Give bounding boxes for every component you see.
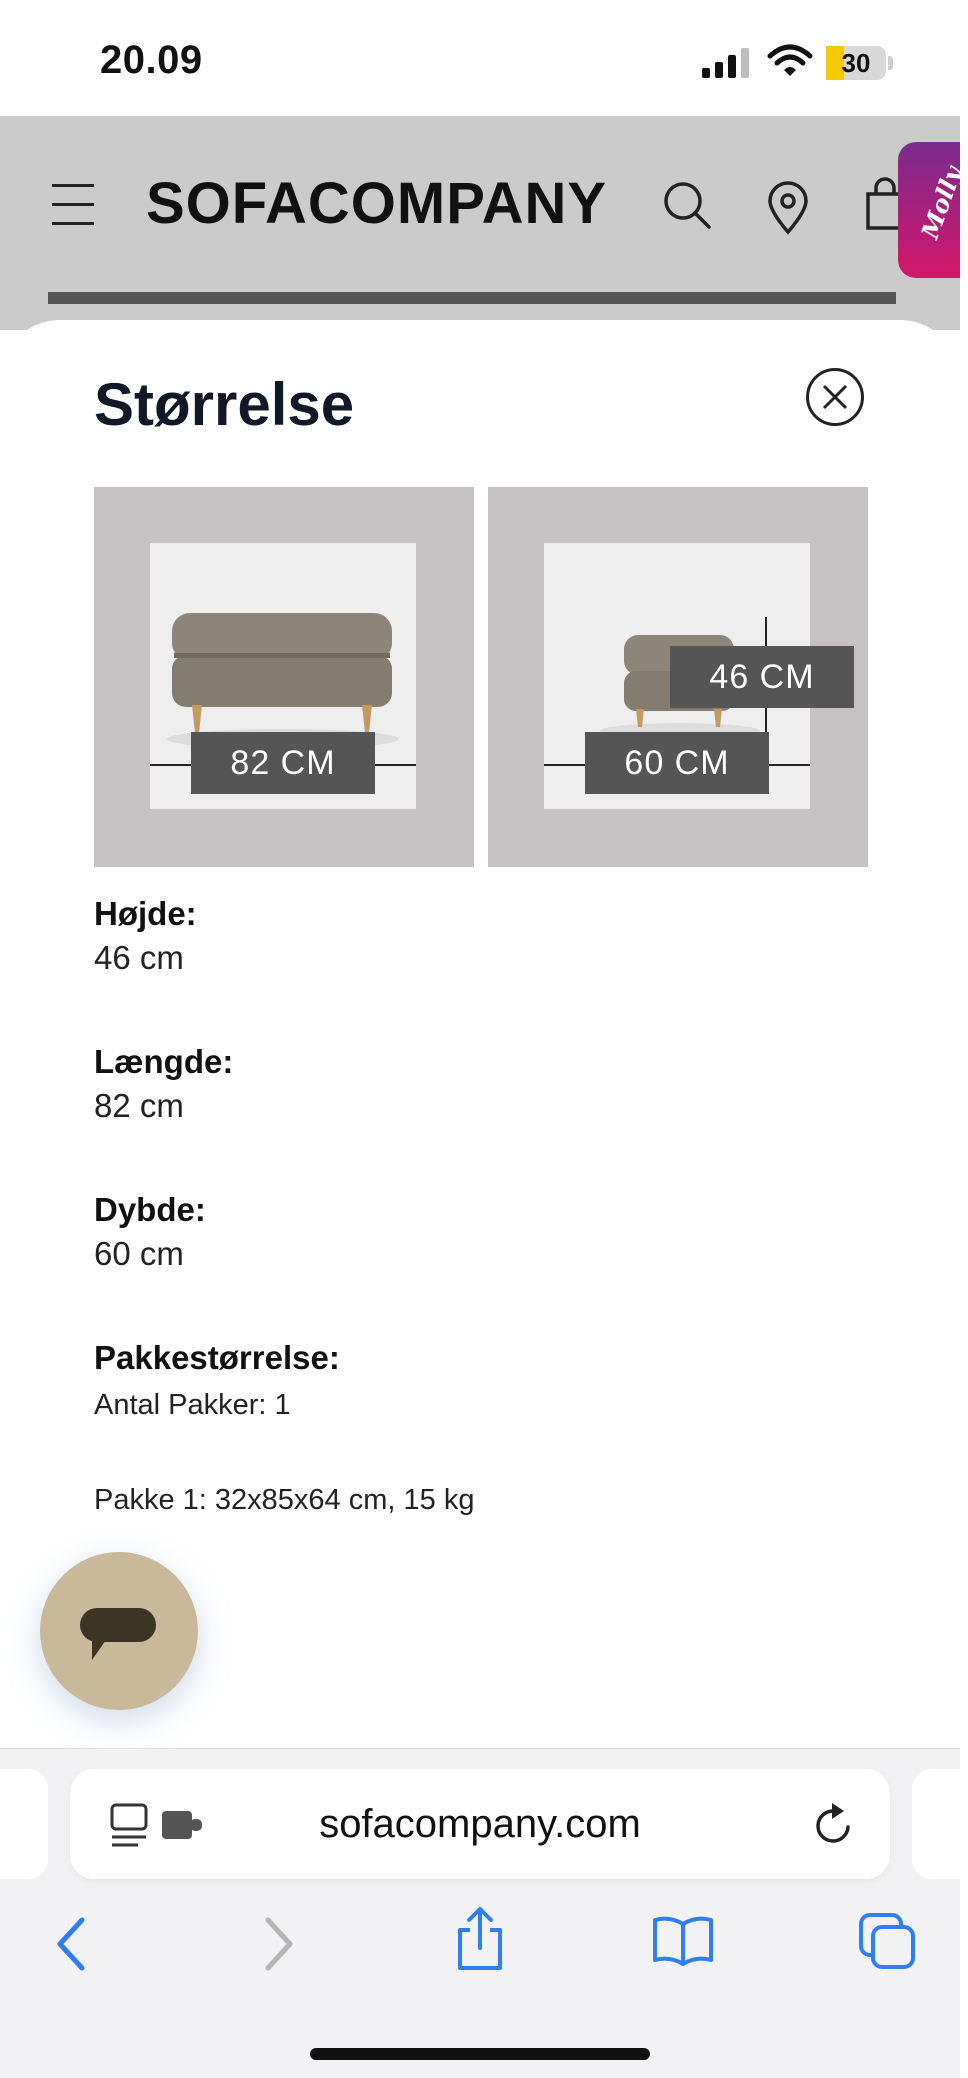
depth-dimension-label: 60 CM [585,732,769,794]
height-dimension-label: 46 CM [670,646,854,708]
molly-label: Molly [914,162,968,243]
address-bar[interactable] [70,1769,890,1879]
battery-percentage: 30 [841,48,871,78]
molly-assistant-tab[interactable] [898,142,968,278]
store-location-icon[interactable] [766,182,810,234]
length-dimension-label: 82 CM [191,732,375,794]
spec-label: Højde: [94,895,197,932]
spec-label: Dybde: [94,1191,206,1228]
status-bar [0,0,960,116]
spec-label: Pakkestørrelse: [94,1339,340,1376]
cellular-signal-icon [702,48,750,78]
modal-title: Størrelse [94,371,355,438]
battery-icon [826,46,886,80]
chat-button[interactable] [40,1552,198,1710]
size-modal [0,320,960,1750]
home-indicator [310,2048,650,2060]
spec-height [94,895,197,977]
wifi-icon [768,44,812,78]
url-text: sofacompany.com [319,1802,641,1846]
close-icon [822,384,848,410]
size-image-front[interactable] [94,487,474,867]
size-image-side[interactable] [488,487,868,867]
package-count: Antal Pakker: 1 [94,1389,291,1421]
spec-value: 60 cm [94,1235,184,1272]
browser-address-area [0,1748,960,1897]
search-icon[interactable] [662,180,712,230]
spec-length [94,1043,233,1125]
site-logo[interactable]: SOFACOMPANY [146,171,608,236]
package-detail: Pakke 1: 32x85x64 cm, 15 kg [94,1484,475,1516]
spec-depth [94,1191,206,1273]
previous-tab-preview[interactable] [0,1769,48,1879]
forward-icon[interactable] [258,1916,298,1972]
status-time: 20.09 [100,38,203,82]
battery-cap [888,56,893,70]
cart-icon[interactable] [866,178,902,230]
bookmarks-icon[interactable] [652,1914,714,1966]
reload-icon[interactable] [812,1801,856,1849]
browser-toolbar [0,1896,960,2078]
close-button[interactable] [806,368,864,426]
tabs-icon[interactable] [858,1912,916,1970]
spec-label: Længde: [94,1043,234,1080]
spec-package [94,1339,474,1517]
next-tab-preview[interactable] [912,1769,960,1879]
spec-value: 82 cm [94,1087,184,1124]
site-header [0,116,968,330]
share-icon[interactable] [454,1906,506,1972]
back-icon[interactable] [52,1916,92,1972]
header-divider-bar [48,292,896,304]
menu-icon[interactable] [52,184,94,226]
spec-value: 46 cm [94,939,184,976]
chat-bubble-icon [78,1606,160,1664]
